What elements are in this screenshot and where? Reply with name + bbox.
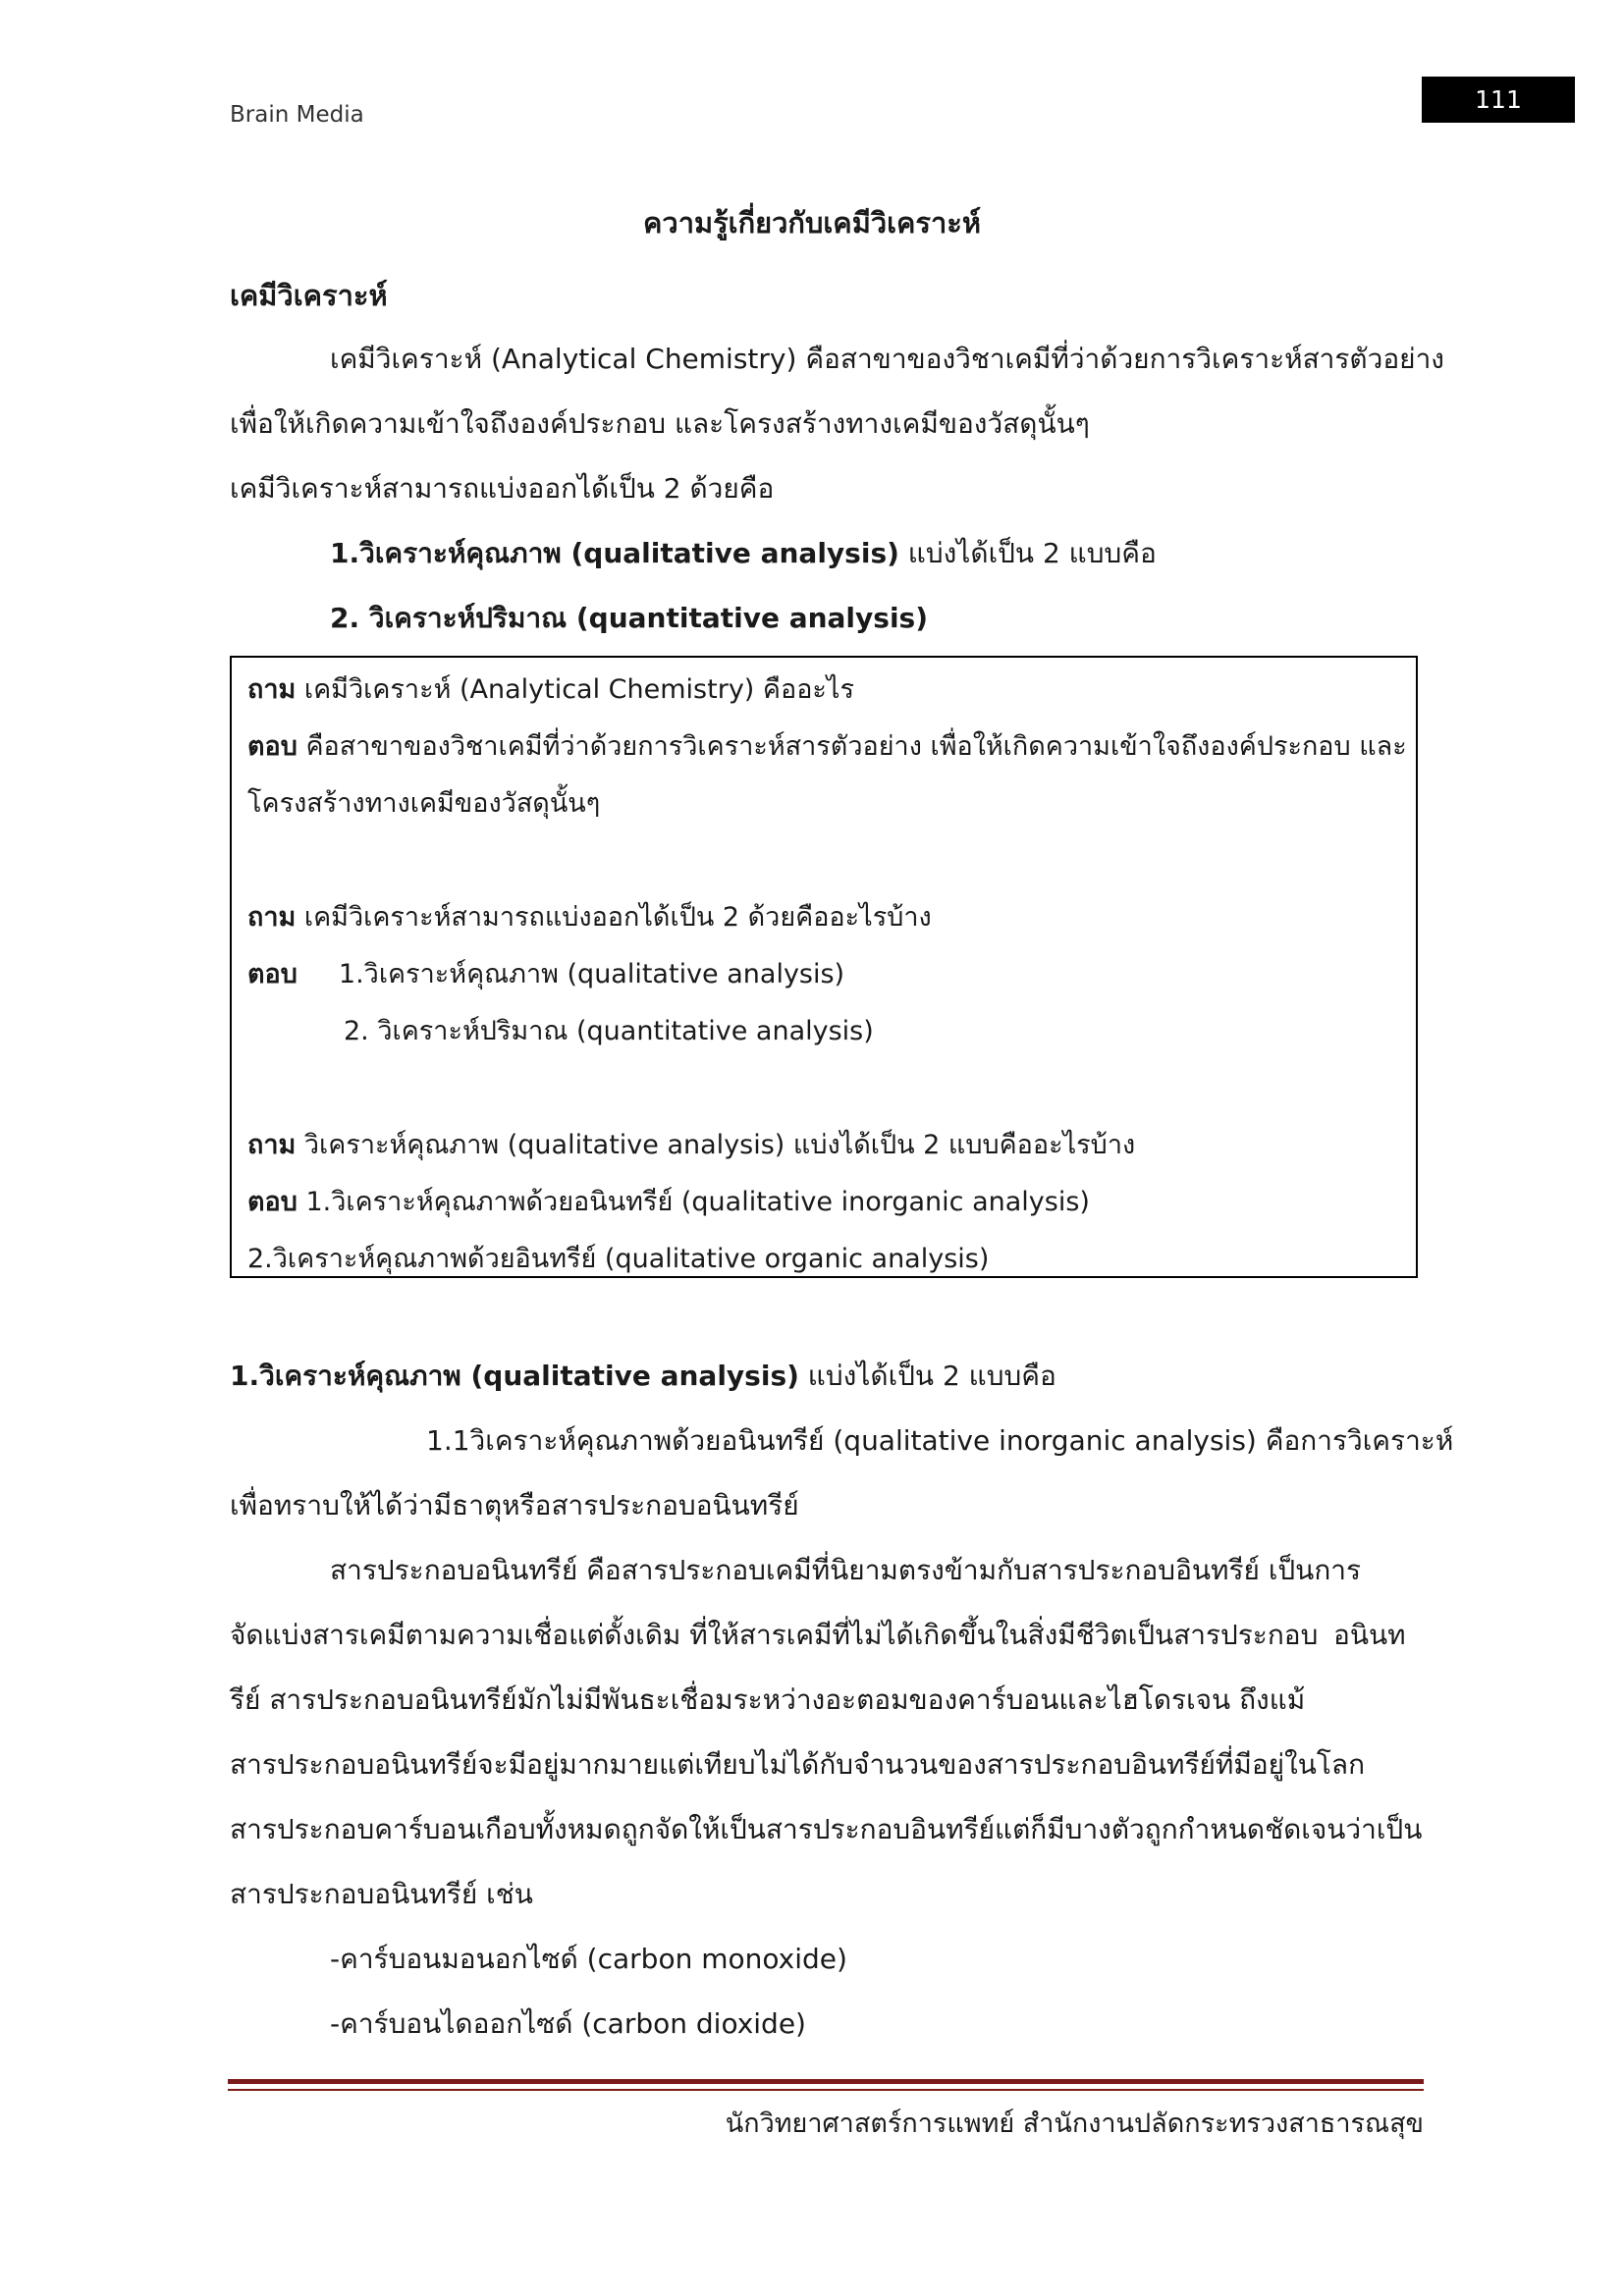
paragraph-line: สารประกอบอนินทรีย์จะมีอยู่มากมายแต่เทียบไม่ได้กับจำนวนของสารประกอบอินทรีย์ที่มีอยู่ในโลก — [230, 1748, 1366, 1781]
q-label: ถาม — [247, 902, 297, 933]
paragraph-line: เคมีวิเคราะห์ (Analytical Chemistry) คือสาขาของวิชาเคมีที่ว่าด้วยการวิเคราะห์สารตัวอย่าง — [330, 343, 1444, 375]
list-item-rest: แบ่งได้เป็น 2 แบบคือ — [898, 537, 1157, 569]
answer-2 — [247, 952, 844, 994]
footer-rule — [228, 2079, 1424, 2084]
q-label: ถาม — [247, 1130, 297, 1160]
example-item: -คาร์บอนไดออกไซด์ (carbon dioxide) — [330, 2007, 806, 2040]
paragraph-line: เพื่อให้เกิดความเข้าใจถึงองค์ประกอบ และโครงสร้างทางเคมีของวัสดุนั้นๆ — [230, 407, 1090, 440]
answer-1-cont: โครงสร้างทางเคมีของวัสดุนั้นๆ — [247, 788, 601, 819]
a-text: 1.วิเคราะห์คุณภาพ (qualitative analysis) — [338, 959, 845, 989]
answer-3 — [247, 1180, 1090, 1222]
brand-header: Brain Media — [230, 102, 364, 128]
paragraph-line: เพื่อทราบให้ได้ว่ามีธาตุหรือสารประกอบอนินทรีย์ — [230, 1489, 799, 1522]
paragraph-line-end: อนินท — [1333, 1619, 1406, 1651]
a-label: ตอบ — [247, 731, 298, 762]
a-label: ตอบ — [247, 1187, 298, 1217]
footer-text: นักวิทยาศาสตร์การแพทย์ สำนักงานปลัดกระทรวงสาธารณสุข — [725, 2109, 1424, 2139]
question-3 — [247, 1123, 1135, 1165]
question-1 — [247, 667, 854, 710]
section-heading-2 — [230, 1355, 1056, 1398]
question-2 — [247, 895, 932, 937]
answer-1 — [247, 724, 1407, 767]
answer-3-cont: 2.วิเคราะห์คุณภาพด้วยอินทรีย์ (qualitative organic analysis) — [247, 1244, 990, 1274]
list-item-qualitative — [330, 532, 1157, 575]
q-text: วิเคราะห์คุณภาพ (qualitative analysis) แบ่งได้เป็น 2 แบบคืออะไรบ้าง — [296, 1130, 1136, 1160]
q-label: ถาม — [247, 674, 297, 705]
example-item: -คาร์บอนมอนอกไซด์ (carbon monoxide) — [330, 1943, 847, 1975]
list-item-quantitative — [330, 597, 928, 640]
qa-box — [230, 656, 1418, 1278]
paragraph-line: จัดแบ่งสารเคมีตามความเชื่อแต่ดั้งเดิม ที่ให้สารเคมีที่ไม่ได้เกิดขึ้นในสิ่งมีชีวิตเป็นสารประกอบ — [230, 1619, 1319, 1651]
a-text: คือสาขาของวิชาเคมีที่ว่าด้วยการวิเคราะห์สารตัวอย่าง เพื่อให้เกิดความเข้าใจถึงองค์ประกอบ และ — [297, 731, 1407, 762]
section-heading: เคมีวิเคราะห์ — [230, 279, 388, 312]
paragraph-line: สารประกอบอนินทรีย์ เช่น — [230, 1878, 533, 1910]
q-text: เคมีวิเคราะห์ (Analytical Chemistry) คืออะไร — [296, 674, 854, 705]
heading-rest: แบ่งได้เป็น 2 แบบคือ — [798, 1360, 1056, 1392]
list-item-bold: 1.วิเคราะห์คุณภาพ (qualitative analysis) — [330, 537, 899, 569]
q-text: เคมีวิเคราะห์สามารถแบ่งออกได้เป็น 2 ด้วยคืออะไรบ้าง — [296, 902, 932, 933]
list-item-bold: 2. วิเคราะห์ปริมาณ (quantitative analysis) — [330, 602, 928, 634]
paragraph-line: สารประกอบคาร์บอนเกือบทั้งหมดถูกจัดให้เป็นสารประกอบอินทรีย์แต่ก็มีบางตัวถูกกำหนดชัดเจนว่าเป็น — [230, 1813, 1423, 1845]
a-text: 1.วิเคราะห์คุณภาพด้วยอนินทรีย์ (qualitative inorganic analysis) — [297, 1187, 1090, 1217]
paragraph-line: สารประกอบอนินทรีย์ คือสารประกอบเคมีที่นิยามตรงข้ามกับสารประกอบอินทรีย์ เป็นการ — [330, 1554, 1362, 1586]
a-label: ตอบ — [247, 959, 298, 989]
footer-rule-thin — [228, 2089, 1424, 2091]
answer-2-cont: 2. วิเคราะห์ปริมาณ (quantitative analysis) — [344, 1016, 874, 1046]
page-number: 111 — [1422, 77, 1575, 123]
heading-bold: 1.วิเคราะห์คุณภาพ (qualitative analysis) — [230, 1360, 799, 1392]
paragraph-line: เคมีวิเคราะห์สามารถแบ่งออกได้เป็น 2 ด้วยคือ — [230, 472, 775, 505]
paragraph-line: 1.1วิเคราะห์คุณภาพด้วยอนินทรีย์ (qualitative inorganic analysis) คือการวิเคราะห์ — [426, 1424, 1454, 1457]
page-title: ความรู้เกี่ยวกับเคมีวิเคราะห์ — [643, 206, 981, 240]
paragraph-line: รีย์ สารประกอบอนินทรีย์มักไม่มีพันธะเชื่อมระหว่างอะตอมของคาร์บอนและไฮโดรเจน ถึงแม้ — [230, 1683, 1306, 1716]
